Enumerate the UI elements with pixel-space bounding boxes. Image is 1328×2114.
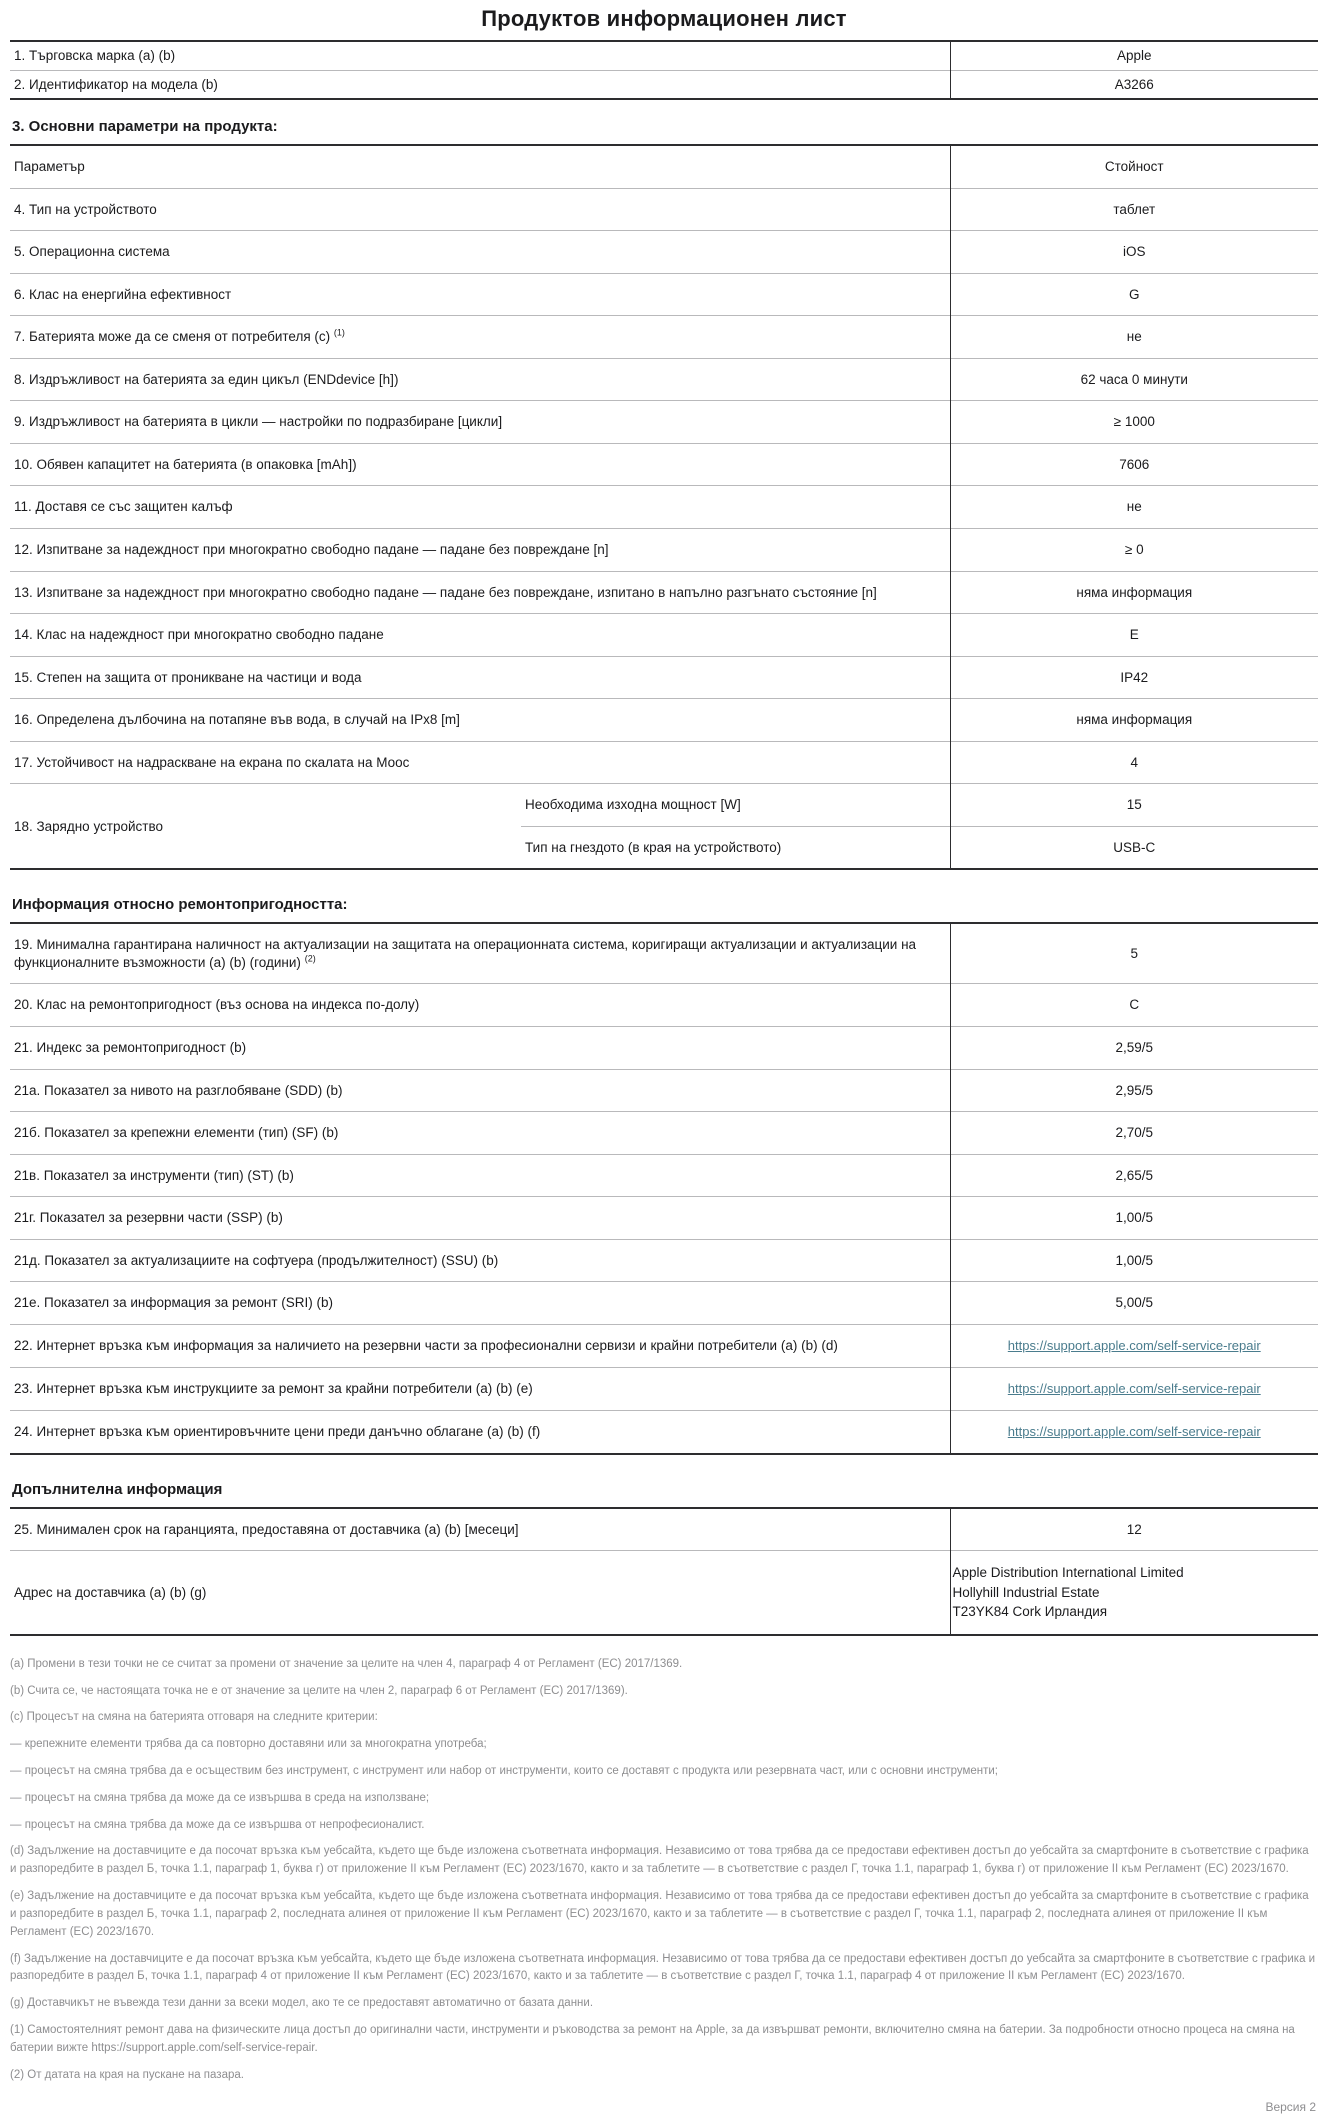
table-row [10,41,1318,70]
mohs-scratch-label: 17. Устойчивост на надраскване на екрана по скалата на Моос [10,741,950,784]
battery-capacity-value: 7606 [950,443,1318,486]
column-header-parameter: Параметър [14,159,85,175]
table-row [10,1508,1318,1551]
free-fall-test-value: ≥ 0 [950,529,1318,572]
charger-port-label: Тип на гнездото (в края на устройството) [521,826,950,869]
device-type-label: 4. Тип на устройството [10,188,950,231]
os-updates-availability-label: 19. Минимална гарантирана наличност на актуализации на защитата на операционната система, коригиращи актуализации и актуализации на функционалните възможности (a) (b) (години) [14,937,917,970]
table-row [10,1367,1318,1410]
table-row [10,1197,1318,1240]
energy-class-value: G [950,273,1318,316]
table-row [10,70,1318,99]
footnote-a: (a) Промени в тези точки не се считат за промени от значение за целите на член 4, параграф 4 от Регламент (ЕС) 2017/1369. [10,1657,683,1670]
table-row [10,188,1318,231]
footnote-d: (d) Задължение на доставчиците е да посочат връзка към уебсайта, където ще бъде изложена съответната информация. Независимо от това трябва да се предостави ефективен достъп до уебсайта за смартфоните в съответствие с графика и разпоредбите в раздел Б, точка 1.1, параграф 1, буква г) от приложение II към Регламент (ЕС) 2023/1670, както и за таблетите — в съответствие с раздел Г, точка 1.1, параграф 1, буква г) от приложение II към Регламент (ЕС) 2023/1670. [10,1845,1309,1876]
trademark-value: Apple [950,41,1318,70]
table-row [10,1239,1318,1282]
indicative-prices-link[interactable]: https://support.apple.com/self-service-repair [1007,1423,1261,1439]
table-row [10,443,1318,486]
footnote-b: (b) Счита се, че настоящата точка не е от значение за целите на член 2, параграф 6 от Регламент (ЕС) 2017/1369). [10,1684,628,1697]
table-row [10,1112,1318,1155]
repair-instructions-link[interactable]: https://support.apple.com/self-service-repair [1007,1380,1261,1396]
table-row [10,316,1318,359]
ingress-protection-value: IP42 [950,656,1318,699]
spare-parts-link[interactable]: https://support.apple.com/self-service-repair [1007,1337,1261,1353]
footnote-c-criterion-2: — процесът на смяна трябва да е осъществим без инструмент, с инструмент или набор от инструменти, които се доставят с продукта или резервната част, или с основни инструменти; [10,1765,999,1778]
supplier-address-label: Адрес на доставчика (a) (b) (g) [10,1551,950,1635]
table-row [10,1027,1318,1070]
table-header-row [10,145,1318,188]
ingress-protection-label: 15. Степен на защита от проникване на частици и вода [10,656,950,699]
repair-information-label: 21е. Показател за информация за ремонт (SRI) (b) [10,1282,950,1325]
fall-reliability-class-value: E [950,614,1318,657]
table-row [10,1410,1318,1453]
free-fall-test-label: 12. Изпитване за надеждност при многократно свободно падане — падане без повреждане [n] [10,529,950,572]
supplier-name: Apple Distribution International Limited [952,1565,1184,1581]
spare-parts-value: 1,00/5 [950,1197,1318,1240]
os-updates-availability-value: 5 [950,923,1318,984]
fall-reliability-class-label: 14. Клас на надеждност при многократно свободно падане [10,614,950,657]
charger-label: 18. Зарядно устройство [10,784,521,870]
free-fall-unfolded-label: 13. Изпитване за надеждност при многократно свободно падане — падане без повреждане, изпитано в напълно разгънато състояние [n] [10,571,950,614]
table-row [10,273,1318,316]
main-parameters-table [10,144,1318,870]
immersion-depth-value: няма информация [950,699,1318,742]
table-row [10,1324,1318,1367]
section-heading-additional-info: Допълнителна информация [12,1480,223,1498]
fasteners-value: 2,70/5 [950,1112,1318,1155]
battery-endurance-cycle-value: 62 часа 0 минути [950,358,1318,401]
footnote-ref-1: (1) [333,327,345,338]
battery-replaceable-value: не [950,316,1318,359]
table-row [10,1069,1318,1112]
table-row [10,741,1318,784]
repairability-class-value: C [950,984,1318,1027]
footnote-e: (e) Задължение на доставчиците е да посочат връзка към уебсайта, където ще бъде изложена съответната информация. Независимо от това трябва да се предостави ефективен достъп до уебсайта за смартфоните в съответствие с графика и разпоредбите в раздел Б, точка 1.1, параграф 2, последната алинея от приложение II към Регламент (ЕС) 2023/1670, както и за таблетите — в съответствие с раздел Г, точка 1.1, параграф 2, последната алинея от приложение II към Регламент (ЕС) 2023/1670. [10,1890,1309,1938]
model-id-value: A3266 [950,70,1318,99]
disassembly-depth-value: 2,95/5 [950,1069,1318,1112]
repairability-index-value: 2,59/5 [950,1027,1318,1070]
table-row [10,358,1318,401]
table-row [10,1282,1318,1325]
fasteners-label: 21б. Показател за крепежни елементи (тип) (SF) (b) [10,1112,950,1155]
footnote-c: (c) Процесът на смяна на батерията отговаря на следните критерии: [10,1711,378,1724]
protective-case-label: 11. Доставя се със защитен калъф [10,486,950,529]
footnote-g: (g) Доставчикът не въвежда тези данни за всеки модел, ако те се предоставят автоматично от базата данни. [10,1997,594,2010]
table-row [10,699,1318,742]
column-header-value: Стойност [950,145,1318,188]
repair-instructions-link-label: 23. Интернет връзка към инструкциите за ремонт за крайни потребители (a) (b) (e) [10,1367,950,1410]
footnote-c-criterion-4: — процесът на смяна трябва да може да се извършва от непрофесионалист. [10,1818,425,1831]
warranty-value: 12 [950,1508,1318,1551]
energy-class-label: 6. Клас на енергийна ефективност [10,273,950,316]
disassembly-depth-label: 21а. Показател за нивото на разглобяване (SDD) (b) [10,1069,950,1112]
tools-label: 21в. Показател за инструменти (тип) (ST) (b) [10,1154,950,1197]
software-updates-value: 1,00/5 [950,1239,1318,1282]
os-label: 5. Операционна система [10,231,950,274]
table-row [10,784,1318,827]
trademark-label: 1. Търговска марка (a) (b) [14,48,176,63]
repairability-class-label: 20. Клас на ремонтопригодност (въз основа на индекса по-долу) [10,984,950,1027]
footnote-f: (f) Задължение на доставчиците е да посочат връзка към уебсайта, където ще бъде изложена съответната информация. Независимо от това трябва да се предостави ефективен достъп до уебсайта за смартфоните в съответствие с графика и разпоредбите в раздел Б, точка 1.1, параграф 4 от приложение II към Регламент (ЕС) 2023/1670, както и за таблетите — в съответствие с раздел Г, точка 1.1, параграф 4 от приложение II към Регламент (ЕС) 2023/1670. [10,1952,1316,1983]
warranty-label: 25. Минимален срок на гаранцията, предоставяна от доставчика (a) (b) [месеци] [14,1521,519,1537]
spare-parts-label: 21г. Показател за резервни части (SSP) (b) [10,1197,950,1240]
spare-parts-link-label: 22. Интернет връзка към информация за наличието на резервни части за професионални сервизи и крайни потребители (a) (b) (d) [10,1324,950,1367]
supplier-street: Hollyhill Industrial Estate [952,1584,1100,1600]
supplier-city: T23YK84 Cork Ирландия [952,1604,1108,1620]
battery-capacity-label: 10. Обявен капацитет на батерията (в опаковка [mAh]) [10,443,950,486]
footnotes-section [10,1656,1318,2085]
software-updates-label: 21д. Показател за актуализациите на софтуера (продължителност) (SSU) (b) [10,1239,950,1282]
battery-endurance-cycles-value: ≥ 1000 [950,401,1318,444]
page-title: Продуктов информационен лист [481,6,847,31]
os-value: iOS [950,231,1318,274]
free-fall-unfolded-value: няма информация [950,571,1318,614]
table-row [10,614,1318,657]
mohs-scratch-value: 4 [950,741,1318,784]
footnote-c-criterion-3: — процесът на смяна трябва да може да се извършва в среда на използване; [10,1791,430,1804]
brand-model-table [10,40,1318,100]
charger-port-value: USB-C [950,826,1318,869]
section-heading-main-parameters: 3. Основни параметри на продукта: [12,118,278,136]
table-row [10,231,1318,274]
repairability-table [10,922,1318,1454]
table-row [10,656,1318,699]
footnote-2-market-date: (2) От датата на края на пускане на пазара. [10,2068,244,2081]
table-row [10,571,1318,614]
repair-information-value: 5,00/5 [950,1282,1318,1325]
table-row [10,1154,1318,1197]
table-row [10,401,1318,444]
footnote-1-self-repair: (1) Самостоятелният ремонт дава на физическите лица достъп до оригинални части, инструменти и ръководства за ремонт на Apple, за да извършват ремонти, включително смяна на батерии. За подробности относно процеса на смяна на батерии вижте https://support.apple.com/self-service-repair. [10,2023,1295,2054]
section-heading-repairability: Информация относно ремонтопригодността: [12,896,348,914]
table-row [10,923,1318,984]
table-row [10,529,1318,572]
immersion-depth-label: 16. Определена дълбочина на потапяне във вода, в случай на IPx8 [m] [10,699,950,742]
table-row [10,1551,1318,1635]
tools-value: 2,65/5 [950,1154,1318,1197]
charger-power-value: 15 [950,784,1318,827]
battery-replaceable-label: 7. Батерията може да се сменя от потребителя (c) [14,329,331,345]
model-id-label: 2. Идентификатор на модела (b) [10,70,950,99]
device-type-value: таблет [950,188,1318,231]
repairability-index-label: 21. Индекс за ремонтопригодност (b) [10,1027,950,1070]
footnote-c-criterion-1: — крепежните елементи трябва да са повторно доставяни или за многократна употреба; [10,1738,487,1751]
battery-endurance-cycle-label: 8. Издръжливост на батерията за един цикъл (ENDdevice [h]) [10,358,950,401]
table-row [10,984,1318,1027]
footnote-ref-2: (2) [304,953,316,964]
additional-info-table [10,1507,1318,1636]
protective-case-value: не [950,486,1318,529]
battery-endurance-cycles-label: 9. Издръжливост на батерията в цикли — настройки по подразбиране [цикли] [10,401,950,444]
charger-power-label: Необходима изходна мощност [W] [521,784,950,827]
version-label: Версия 2 [1265,2100,1316,2114]
indicative-prices-link-label: 24. Интернет връзка към ориентировъчните цени преди данъчно облагане (a) (b) (f) [10,1410,950,1453]
table-row [10,486,1318,529]
